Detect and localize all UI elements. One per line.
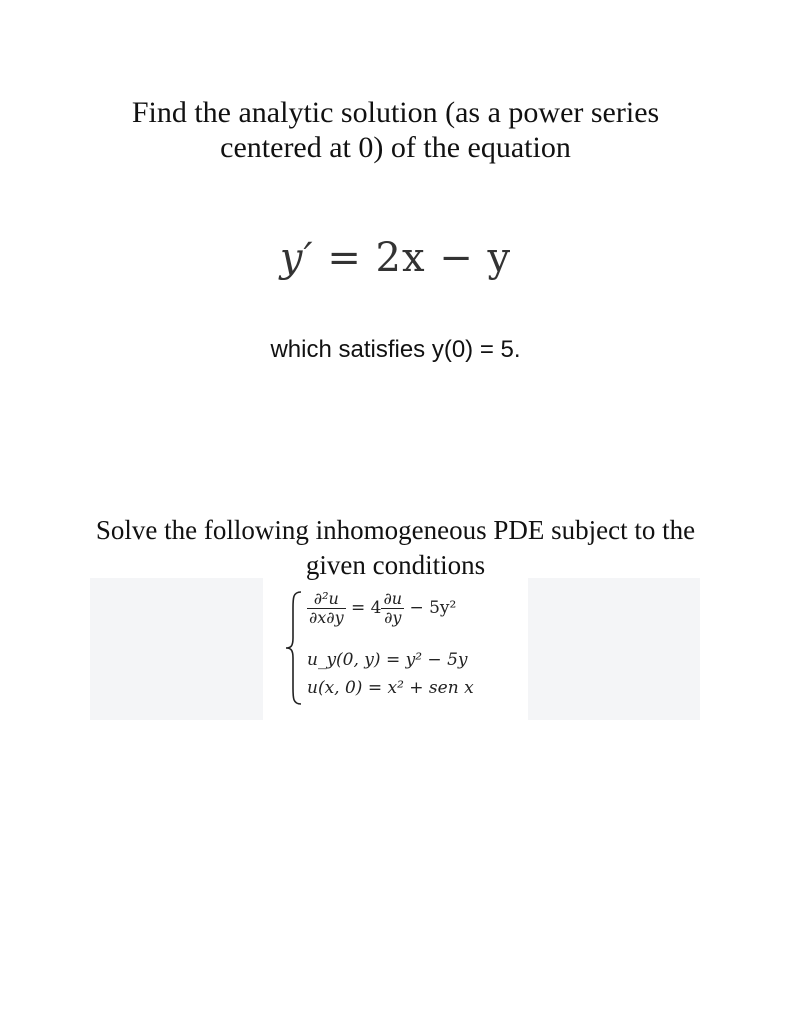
- fraction-numerator: ∂u: [383, 589, 403, 608]
- fraction-denominator: ∂x∂y: [309, 608, 344, 627]
- problem2-instruction-line1: Solve the following inhomogeneous PDE subject to the: [95, 515, 696, 545]
- fraction-numerator: ∂²u: [313, 589, 339, 608]
- problem1-equation: [0, 234, 791, 282]
- equals-four: = 4: [351, 598, 382, 618]
- left-gray-panel: [90, 578, 263, 720]
- tail-term: − 5y²: [409, 598, 457, 618]
- pde-equation-1: [307, 590, 456, 627]
- left-brace-icon: [283, 588, 307, 708]
- pde-equation-3: u(x, 0) = x² + sen x: [307, 678, 474, 698]
- equation-lhs: y′: [279, 235, 314, 281]
- right-gray-panel: [528, 578, 700, 720]
- problem2-instruction-line2: given conditions: [305, 550, 486, 580]
- problem1-instruction-line1: Find the analytic solution (as a power series: [131, 96, 660, 129]
- fraction-d2u-dxdy: [307, 590, 346, 627]
- equation-rhs: = 2x − y: [327, 235, 512, 281]
- pde-system: [283, 588, 523, 708]
- problem1-instruction: [0, 95, 791, 165]
- fraction-denominator: ∂y: [381, 608, 404, 627]
- pde-equation-2: u_y(0, y) = y² − 5y: [307, 650, 468, 670]
- initial-condition: which satisfies y(0) = 5.: [270, 336, 521, 363]
- problem2-instruction: [0, 513, 791, 583]
- fraction-du-dy: [381, 590, 404, 627]
- problem1-instruction-line2: centered at 0) of the equation: [220, 131, 571, 164]
